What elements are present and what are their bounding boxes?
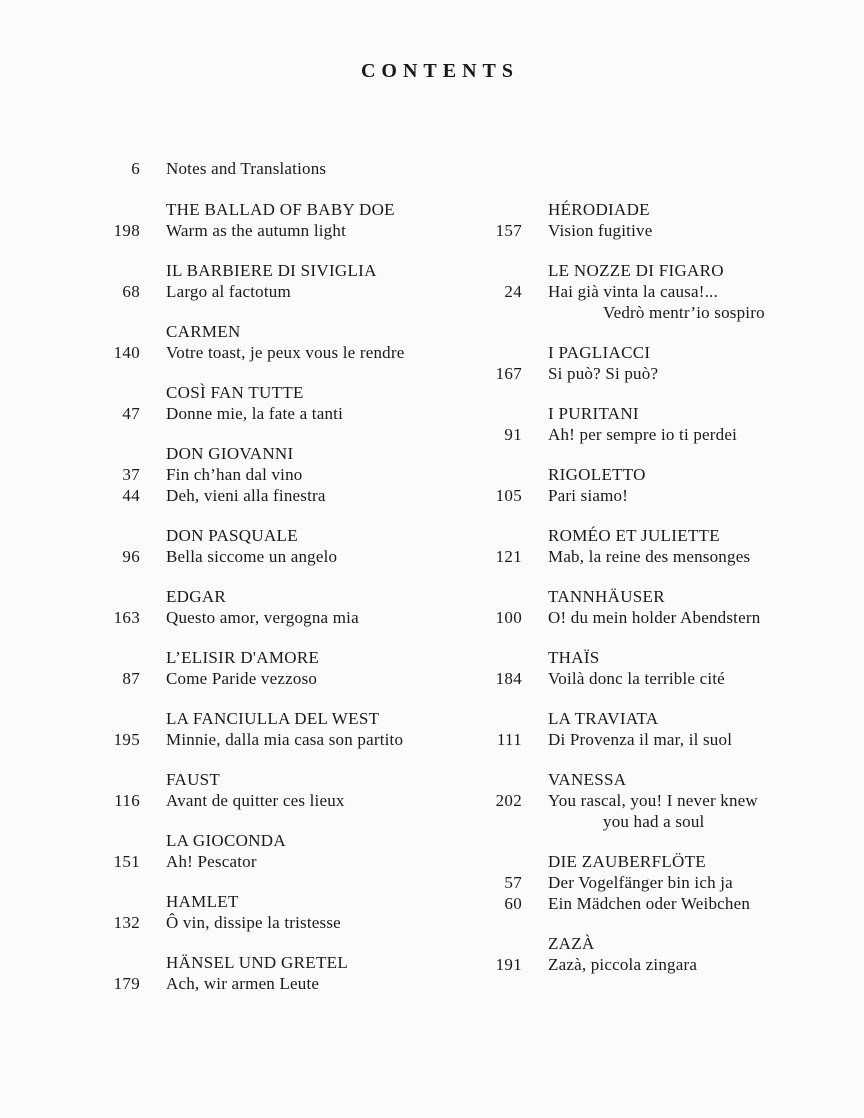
opera-title-line: [474, 403, 864, 424]
opera-group: [92, 525, 484, 567]
page-number-spacer: [92, 260, 140, 281]
page-number-spacer: [92, 199, 140, 220]
aria-entry-line: [474, 790, 864, 811]
opera-title-line: [474, 708, 864, 729]
opera-title: HAMLET: [166, 892, 239, 911]
aria-title: Si può? Si può?: [548, 364, 659, 383]
aria-page-number: 105: [495, 486, 522, 505]
opera-group: [92, 260, 484, 302]
opera-title-line: [474, 199, 864, 220]
aria-entry-line: [474, 872, 864, 893]
aria-page-number: 47: [122, 404, 140, 423]
opera-group: [92, 586, 484, 628]
opera-title-line: [92, 769, 484, 790]
page-number-spacer: [92, 321, 140, 342]
aria-title: Vision fugitive: [548, 221, 653, 240]
aria-title: Mab, la reine des mensonges: [548, 547, 751, 566]
aria-title: Deh, vieni alla finestra: [166, 486, 326, 505]
page-number-spacer: [474, 403, 522, 424]
aria-entry-line: [474, 893, 864, 914]
aria-title: Largo al factotum: [166, 282, 291, 301]
opera-group: [474, 769, 864, 832]
aria-entry-line: [474, 363, 864, 384]
opera-group: [92, 647, 484, 689]
aria-page-number: 111: [496, 730, 522, 749]
aria-entry-line: [474, 220, 864, 241]
opera-title: FAUST: [166, 770, 221, 789]
opera-title-line: [92, 525, 484, 546]
opera-title: IL BARBIERE DI SIVIGLIA: [166, 261, 377, 280]
opera-title-line: [92, 830, 484, 851]
page-number-spacer: [92, 586, 140, 607]
opera-title-line: [92, 708, 484, 729]
opera-title: THE BALLAD OF BABY DOE: [166, 200, 395, 219]
aria-page-number: 195: [113, 730, 140, 749]
aria-entry-line: [92, 851, 484, 872]
opera-title: ZAZÀ: [548, 934, 595, 953]
aria-page-number: 87: [122, 669, 140, 688]
aria-page-number: 179: [113, 974, 140, 993]
page-number-spacer: [474, 708, 522, 729]
aria-continuation-line: [474, 302, 864, 323]
opera-group: [92, 443, 484, 506]
aria-title: You rascal, you! I never knew: [548, 791, 758, 810]
opera-title-line: [474, 769, 864, 790]
aria-page-number: 157: [495, 221, 522, 240]
aria-entry-line: [474, 281, 864, 302]
page-number-spacer: [92, 647, 140, 668]
aria-entry-line: [92, 668, 484, 689]
aria-page-number: 44: [122, 486, 140, 505]
opera-group: [474, 647, 864, 689]
opera-group: [474, 586, 864, 628]
opera-title-line: [474, 647, 864, 668]
aria-entry-line: [474, 424, 864, 445]
opera-title: LA TRAVIATA: [548, 709, 659, 728]
opera-group: [92, 769, 484, 811]
aria-entry-line: [474, 485, 864, 506]
aria-entry-line: [92, 464, 484, 485]
page-number-spacer: [92, 952, 140, 973]
opera-title-line: [474, 933, 864, 954]
opera-group: [474, 199, 864, 241]
front-matter-label: Notes and Translations: [166, 159, 327, 178]
opera-title: L’ELISIR D'AMORE: [166, 648, 320, 667]
aria-title: Der Vogelfänger bin ich ja: [548, 873, 733, 892]
opera-group: [92, 708, 484, 750]
opera-group: [474, 525, 864, 567]
aria-title: Hai già vinta la causa!...: [548, 282, 718, 301]
aria-title: you had a soul: [603, 812, 705, 831]
aria-page-number: 184: [495, 669, 522, 688]
page-number-spacer: [474, 586, 522, 607]
opera-title-line: [92, 382, 484, 403]
page-number-spacer: [92, 830, 140, 851]
opera-group: [474, 342, 864, 384]
opera-group: [474, 708, 864, 750]
opera-group: [92, 321, 484, 363]
aria-page-number: 24: [504, 282, 522, 301]
aria-page-number: 202: [495, 791, 522, 810]
contents-column-right: [474, 199, 864, 994]
page-number-spacer: [474, 342, 522, 363]
page-number-spacer: [474, 260, 522, 281]
opera-group: [474, 851, 864, 914]
aria-entry-line: [474, 729, 864, 750]
aria-entry-line: [92, 607, 484, 628]
aria-entry-line: [92, 485, 484, 506]
opera-title-line: [92, 260, 484, 281]
aria-page-number: 91: [504, 425, 522, 444]
aria-page-number: 60: [504, 894, 522, 913]
opera-title: EDGAR: [166, 587, 227, 606]
page-number-spacer: [474, 647, 522, 668]
page-number-spacer: [92, 769, 140, 790]
opera-title: DON GIOVANNI: [166, 444, 294, 463]
opera-title: THAÏS: [548, 648, 600, 667]
aria-title: Ach, wir armen Leute: [166, 974, 320, 993]
page-number-spacer: [474, 851, 522, 872]
aria-title: Ah! Pescator: [166, 852, 257, 871]
opera-title: HÉRODIADE: [548, 200, 650, 219]
aria-page-number: 68: [122, 282, 140, 301]
opera-title-line: [92, 891, 484, 912]
page-number-spacer: [92, 382, 140, 403]
aria-title: Warm as the autumn light: [166, 221, 347, 240]
aria-entry-line: [92, 973, 484, 994]
aria-title: Pari siamo!: [548, 486, 629, 505]
opera-group: [92, 891, 484, 933]
aria-title: Minnie, dalla mia casa son partito: [166, 730, 404, 749]
aria-title: Vedrò mentr’io sospiro: [603, 303, 765, 322]
aria-continuation-line: [474, 811, 864, 832]
aria-entry-line: [474, 546, 864, 567]
opera-title-line: [474, 586, 864, 607]
opera-title-line: [92, 443, 484, 464]
aria-page-number: 140: [113, 343, 140, 362]
opera-group: [92, 382, 484, 424]
page-number-spacer: [474, 525, 522, 546]
aria-title: Votre toast, je peux vous le rendre: [166, 343, 405, 362]
opera-title-line: [474, 464, 864, 485]
aria-title: Ô vin, dissipe la tristesse: [166, 913, 341, 932]
aria-page-number: 151: [113, 852, 140, 871]
page-number-spacer: [474, 811, 522, 832]
aria-entry-line: [92, 342, 484, 363]
opera-title-line: [92, 647, 484, 668]
aria-entry-line: [474, 668, 864, 689]
opera-group: [92, 952, 484, 994]
opera-title: DON PASQUALE: [166, 526, 298, 545]
opera-group: [474, 403, 864, 445]
opera-group: [92, 199, 484, 241]
page-number-spacer: [92, 443, 140, 464]
aria-entry-line: [92, 281, 484, 302]
aria-entry-line: [92, 912, 484, 933]
aria-entry-line: [92, 546, 484, 567]
page-number-spacer: [474, 199, 522, 220]
aria-entry-line: [92, 729, 484, 750]
aria-title: O! du mein holder Abendstern: [548, 608, 761, 627]
opera-title: RIGOLETTO: [548, 465, 646, 484]
opera-group: [474, 260, 864, 323]
front-matter-page-number: 6: [131, 159, 140, 178]
opera-title-line: [474, 525, 864, 546]
aria-title: Come Paride vezzoso: [166, 669, 318, 688]
page-number-spacer: [92, 708, 140, 729]
opera-title: HÄNSEL UND GRETEL: [166, 953, 349, 972]
aria-title: Donne mie, la fate a tanti: [166, 404, 344, 423]
opera-title-line: [474, 851, 864, 872]
aria-page-number: 57: [504, 873, 522, 892]
page-number-spacer: [474, 933, 522, 954]
aria-page-number: 100: [495, 608, 522, 627]
aria-entry-line: [92, 790, 484, 811]
aria-page-number: 121: [495, 547, 522, 566]
opera-title: ROMÉO ET JULIETTE: [548, 526, 720, 545]
aria-title: Questo amor, vergogna mia: [166, 608, 359, 627]
aria-page-number: 132: [113, 913, 140, 932]
aria-page-number: 191: [495, 955, 522, 974]
aria-entry-line: [474, 607, 864, 628]
opera-title: I PURITANI: [548, 404, 639, 423]
opera-group: [92, 830, 484, 872]
aria-entry-line: [92, 403, 484, 424]
opera-group: [474, 933, 864, 975]
opera-title: LA FANCIULLA DEL WEST: [166, 709, 380, 728]
aria-page-number: 167: [495, 364, 522, 383]
page-number-spacer: [474, 302, 522, 323]
opera-title: I PAGLIACCI: [548, 343, 651, 362]
contents-column-left: [92, 199, 484, 1013]
aria-title: Voilà donc la terrible cité: [548, 669, 725, 688]
aria-page-number: 163: [113, 608, 140, 627]
opera-title-line: [92, 586, 484, 607]
aria-title: Avant de quitter ces lieux: [166, 791, 345, 810]
opera-title: LA GIOCONDA: [166, 831, 286, 850]
aria-title: Di Provenza il mar, il suol: [548, 730, 733, 749]
aria-page-number: 198: [113, 221, 140, 240]
page-title: CONTENTS: [360, 60, 520, 82]
opera-group: [474, 464, 864, 506]
opera-title-line: [474, 342, 864, 363]
aria-page-number: 96: [122, 547, 140, 566]
aria-page-number: 37: [122, 465, 140, 484]
aria-title: Ein Mädchen oder Weibchen: [548, 894, 751, 913]
aria-entry-line: [474, 954, 864, 975]
opera-title-line: [92, 321, 484, 342]
opera-title: TANNHÄUSER: [548, 587, 665, 606]
opera-title: CARMEN: [166, 322, 241, 341]
aria-page-number: 116: [114, 791, 140, 810]
aria-title: Fin ch’han dal vino: [166, 465, 303, 484]
aria-entry-line: [92, 220, 484, 241]
front-matter-entry: [92, 158, 326, 179]
aria-title: Zazà, piccola zingara: [548, 955, 698, 974]
opera-title-line: [474, 260, 864, 281]
opera-title: COSÌ FAN TUTTE: [166, 383, 304, 402]
opera-title: LE NOZZE DI FIGARO: [548, 261, 724, 280]
aria-title: Ah! per sempre io ti perdei: [548, 425, 738, 444]
opera-title: DIE ZAUBERFLÖTE: [548, 852, 706, 871]
opera-title-line: [92, 199, 484, 220]
opera-title: VANESSA: [548, 770, 627, 789]
page-number-spacer: [92, 891, 140, 912]
page-number-spacer: [92, 525, 140, 546]
page-number-spacer: [474, 464, 522, 485]
page-number-spacer: [474, 769, 522, 790]
opera-title-line: [92, 952, 484, 973]
aria-title: Bella siccome un angelo: [166, 547, 338, 566]
